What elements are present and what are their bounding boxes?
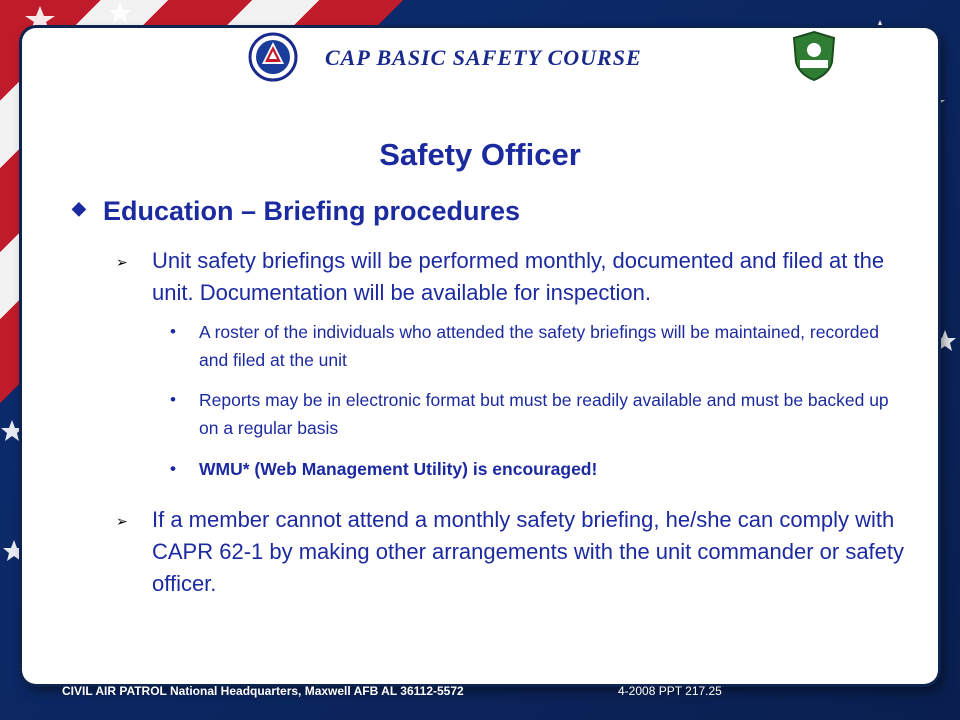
sub-item-2 bbox=[170, 386, 910, 442]
civil-air-patrol-emblem-icon bbox=[248, 32, 298, 82]
point-text-1: Unit safety briefings will be performed monthly, documented and filed at the unit. Documentation will be available for inspection. bbox=[152, 248, 885, 305]
safety-shield-icon bbox=[791, 30, 837, 82]
sub-text-3: WMU* (Web Management Utility) is encouraged! bbox=[199, 459, 598, 479]
level1-bullet bbox=[72, 196, 520, 227]
sub-text-2: Reports may be in electronic format but must be readily available and must be backed up on a regular basis bbox=[199, 390, 889, 438]
point-text-2: If a member cannot attend a monthly safety briefing, he/she can comply with CAPR 62-1 by making other arrangements with the unit commander or safety officer. bbox=[152, 507, 905, 596]
dot-bullet-icon: • bbox=[170, 459, 176, 478]
arrow-bullet-icon: ➢ bbox=[116, 254, 128, 270]
point-item-2 bbox=[116, 504, 916, 600]
point-item-1 bbox=[116, 245, 916, 309]
sub-item-1 bbox=[170, 318, 910, 374]
sub-item-3 bbox=[170, 455, 910, 483]
level1-text: Education – Briefing procedures bbox=[103, 196, 521, 226]
slide-title: Safety Officer bbox=[379, 137, 581, 172]
dot-bullet-icon: • bbox=[170, 322, 176, 341]
course-title: CAP BASIC SAFETY COURSE bbox=[325, 45, 642, 70]
arrow-bullet-icon: ➢ bbox=[116, 513, 128, 529]
safety-logo bbox=[791, 30, 837, 87]
footer-code: 4-2008 PPT 217.25 bbox=[618, 684, 722, 698]
dot-bullet-icon: • bbox=[170, 390, 176, 409]
sub-text-1: A roster of the individuals who attended the safety briefings will be maintained, recorded and filed at the unit bbox=[199, 322, 879, 370]
diamond-bullet-icon: ◆ bbox=[72, 198, 86, 219]
footer-address: CIVIL AIR PATROL National Headquarters, Maxwell AFB AL 36112-5572 bbox=[62, 684, 464, 698]
civil-air-patrol-logo bbox=[248, 32, 298, 87]
